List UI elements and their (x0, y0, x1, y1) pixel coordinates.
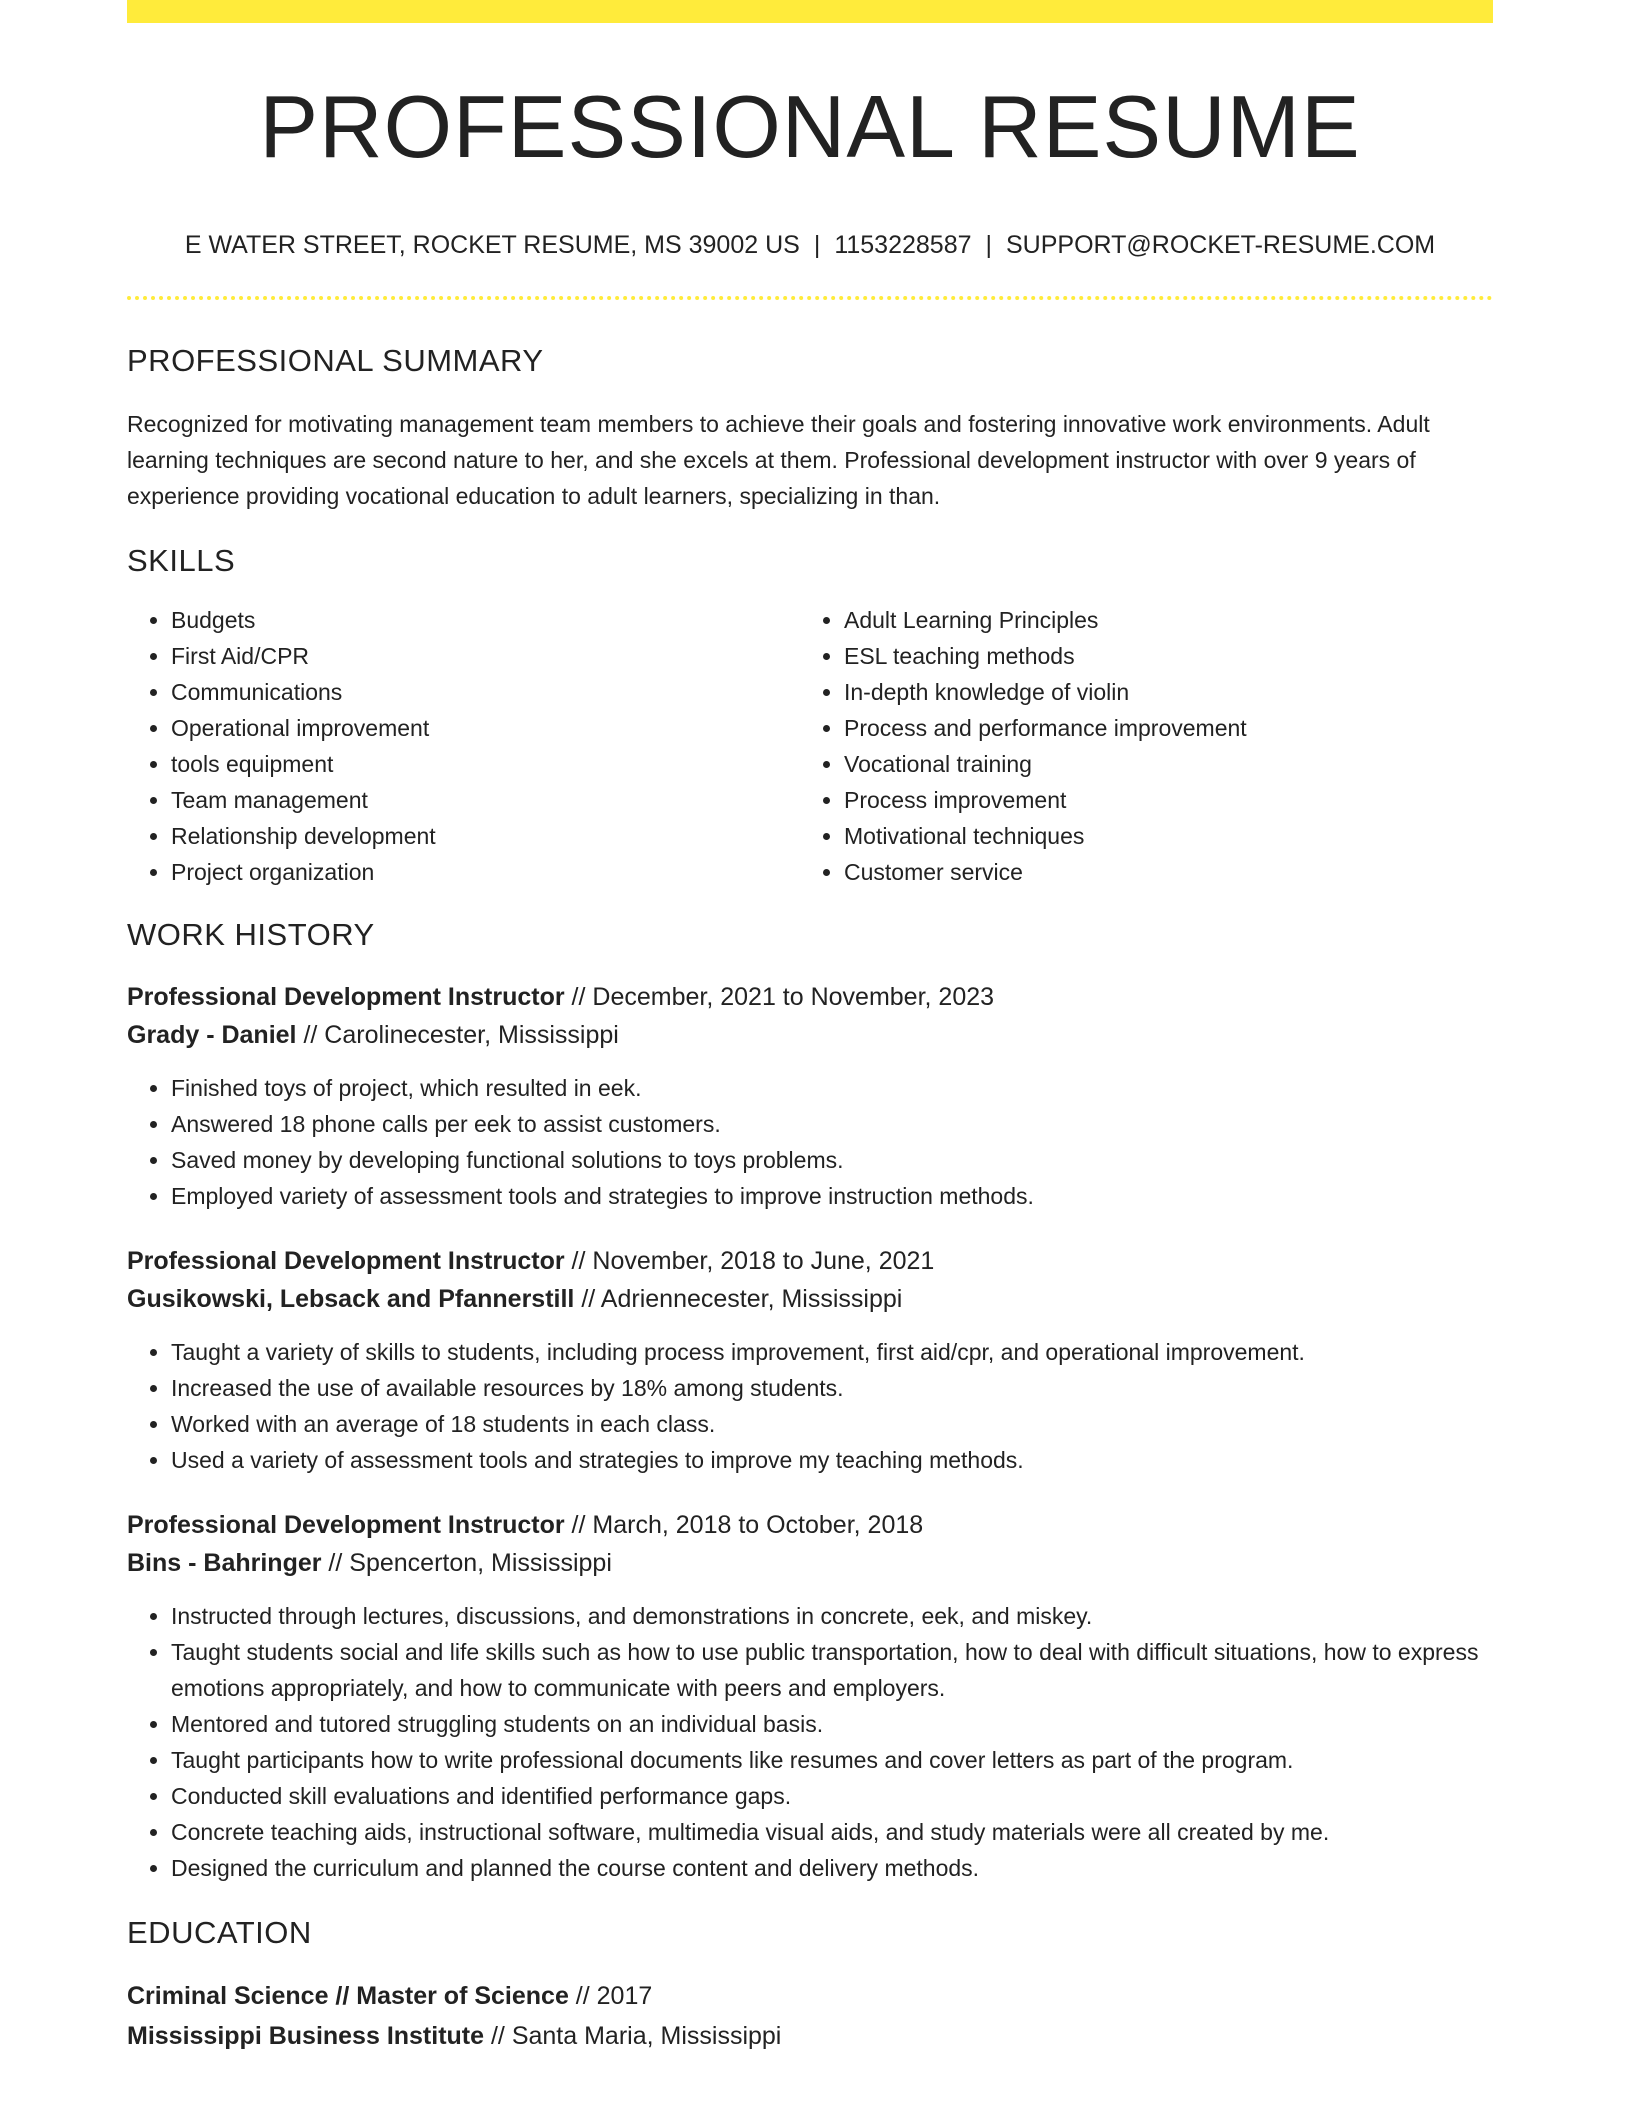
job-dates: November, 2018 to June, 2021 (592, 1247, 935, 1276)
job-bullet: • Worked with an average of 18 students in each class. (171, 1406, 1493, 1442)
job-separator: // (564, 983, 593, 1012)
skill-item: • Operational improvement (171, 710, 800, 746)
summary-heading: PROFESSIONAL SUMMARY (127, 342, 544, 378)
job-bullet: • Mentored and tutored struggling students on an individual basis. (171, 1706, 1493, 1742)
job-role: Professional Development Instructor (127, 1247, 565, 1276)
summary-section (127, 344, 1493, 514)
top-accent-bar (127, 0, 1493, 23)
job-company-line (127, 1544, 1493, 1582)
job-location: Carolinecester, Mississippi (324, 1021, 619, 1050)
education-section (127, 1916, 1493, 2056)
contact-separator: | (813, 230, 821, 259)
skill-item: • Vocational training (844, 746, 1473, 782)
job-dates: December, 2021 to November, 2023 (592, 983, 995, 1012)
job-role: Professional Development Instructor (127, 1511, 565, 1540)
skill-item: • Project organization (171, 854, 800, 890)
contact-email: SUPPORT@ROCKET-RESUME.COM (1006, 230, 1436, 259)
job-location: Adriennecester, Mississippi (600, 1285, 903, 1314)
job-title-line (127, 1506, 1493, 1544)
job-bullet-list (127, 1334, 1493, 1478)
skills-list-right (800, 602, 1473, 890)
skills-heading: SKILLS (127, 542, 236, 578)
contact-line (127, 230, 1493, 260)
skills-columns (127, 602, 1493, 890)
summary-text: Recognized for motivating management team members to achieve their goals and fostering innovative work environments. Adult learning techniques are second nature to her, and she excels at them. Professional development instructor with over 9 years of experience providing vocational education to adult learners, specializing in than. (127, 410, 1430, 509)
job-separator: // (321, 1549, 350, 1578)
skill-item: • Budgets (171, 602, 800, 638)
resume-content (127, 23, 1493, 2056)
job-bullet: • Taught a variety of skills to students, including process improvement, first aid/cpr, and operational improvement. (171, 1334, 1493, 1370)
job-bullet: • Conducted skill evaluations and identified performance gaps. (171, 1778, 1493, 1814)
education-heading: EDUCATION (127, 1915, 312, 1951)
job-entry (127, 978, 1493, 1214)
job-bullet-list (127, 1070, 1493, 1214)
job-title-line (127, 1242, 1493, 1280)
skill-item: • Process improvement (844, 782, 1473, 818)
work-history-section (127, 918, 1493, 1886)
job-separator: // (296, 1021, 325, 1050)
job-bullet-list (127, 1598, 1493, 1886)
job-bullet: • Saved money by developing functional solutions to toys problems. (171, 1142, 1493, 1178)
job-entry (127, 1506, 1493, 1886)
resume-title: PROFESSIONAL RESUME (259, 77, 1361, 176)
job-list (127, 978, 1493, 1886)
education-separator: // (484, 2022, 512, 2051)
job-company: Grady - Daniel (127, 1021, 297, 1050)
job-entry (127, 1242, 1493, 1478)
skill-item: • ESL teaching methods (844, 638, 1473, 674)
job-separator: // (564, 1511, 593, 1540)
contact-address: E WATER STREET, ROCKET RESUME, MS 39002 US (184, 230, 800, 259)
job-bullet: • Used a variety of assessment tools and strategies to improve my teaching methods. (171, 1442, 1493, 1478)
job-separator: // (564, 1247, 593, 1276)
job-bullet: • Taught students social and life skills such as how to use public transportation, how to deal with difficult situations, how to express emotions appropriately, and how to communicate with peers and employers. (171, 1634, 1493, 1706)
job-company: Bins - Bahringer (127, 1549, 322, 1578)
skill-item: • Communications (171, 674, 800, 710)
skill-item: • tools equipment (171, 746, 800, 782)
education-degree-line (127, 1976, 1493, 2016)
job-company-line (127, 1016, 1493, 1054)
skill-item: • Motivational techniques (844, 818, 1473, 854)
job-location: Spencerton, Mississippi (349, 1549, 612, 1578)
job-bullet: • Increased the use of available resources by 18% among students. (171, 1370, 1493, 1406)
skill-item: • First Aid/CPR (171, 638, 800, 674)
job-bullet: • Finished toys of project, which resulted in eek. (171, 1070, 1493, 1106)
header-divider (127, 296, 1493, 300)
job-separator: // (574, 1285, 601, 1314)
skill-item: • Process and performance improvement (844, 710, 1473, 746)
skills-list-left (127, 602, 800, 890)
job-bullet: • Taught participants how to write professional documents like resumes and cover letters as part of the program. (171, 1742, 1493, 1778)
education-school: Mississippi Business Institute (127, 2022, 485, 2051)
job-title-line (127, 978, 1493, 1016)
job-company-line (127, 1280, 1493, 1318)
job-bullet: • Concrete teaching aids, instructional software, multimedia visual aids, and study materials were all created by me. (171, 1814, 1493, 1850)
skill-item: • Customer service (844, 854, 1473, 890)
job-bullet: • Answered 18 phone calls per eek to assist customers. (171, 1106, 1493, 1142)
education-year: 2017 (596, 1982, 653, 2011)
education-degree: Criminal Science // Master of Science (127, 1982, 569, 2011)
job-company: Gusikowski, Lebsack and Pfannerstill (127, 1285, 575, 1314)
job-bullet: • Designed the curriculum and planned the course content and delivery methods. (171, 1850, 1493, 1886)
contact-phone: 1153228587 (834, 230, 972, 259)
job-role: Professional Development Instructor (127, 983, 565, 1012)
skill-item: • Relationship development (171, 818, 800, 854)
education-separator: // (568, 1982, 597, 2011)
education-entry (127, 1976, 1493, 2056)
skill-item: • Team management (171, 782, 800, 818)
skills-section (127, 544, 1493, 890)
education-location: Santa Maria, Mississippi (511, 2022, 782, 2051)
skill-item: • In-depth knowledge of violin (844, 674, 1473, 710)
job-dates: March, 2018 to October, 2018 (592, 1511, 924, 1540)
job-bullet: • Instructed through lectures, discussions, and demonstrations in concrete, eek, and miskey. (171, 1598, 1493, 1634)
education-school-line (127, 2016, 1493, 2056)
skill-item: • Adult Learning Principles (844, 602, 1473, 638)
contact-separator: | (985, 230, 992, 259)
work-history-heading: WORK HISTORY (127, 916, 375, 952)
job-bullet: • Employed variety of assessment tools and strategies to improve instruction methods. (171, 1178, 1493, 1214)
